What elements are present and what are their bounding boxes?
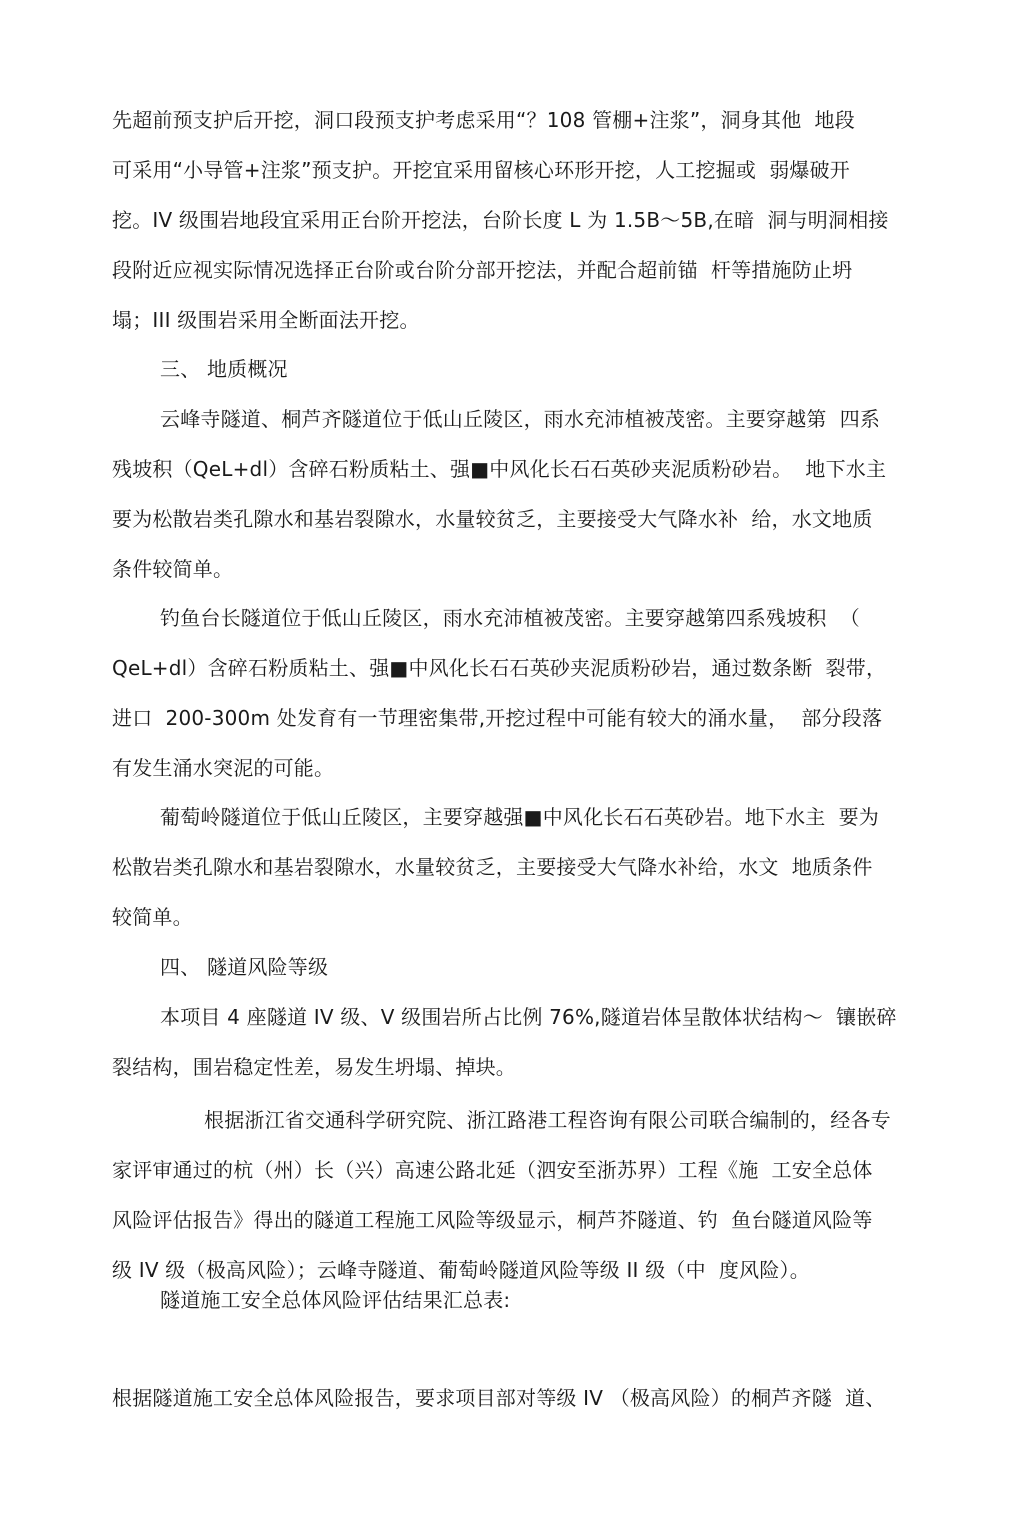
text-line: 段附近应视实际情况选择正台阶或台阶分部开挖法，并配合超前锚 杆等措施防止坍 (112, 258, 853, 282)
text-line: 葡萄岭隧道位于低山丘陵区，主要穿越强■中风化长石石英砂岩。地下水主 要为 (160, 805, 880, 829)
text-line: 有发生涌水突泥的可能。 (112, 756, 335, 780)
text-line: 根据浙江省交通科学研究院、浙江路港工程咨询有限公司联合编制的，经各专 (204, 1108, 891, 1132)
text-line: 进口 200-300m 处发育有一节理密集带,开挖过程中可能有较大的涌水量， 部分段落 (112, 706, 883, 730)
text-line: 云峰寺隧道、桐芦齐隧道位于低山丘陵区，雨水充沛植被茂密。主要穿越第 四系 (160, 407, 881, 431)
text-line: 塌；III 级围岩采用全断面法开挖。 (112, 308, 420, 332)
table-caption: 隧道施工安全总体风险评估结果汇总表: (160, 1288, 511, 1312)
text-line: 钓鱼台长隧道位于低山丘陵区，雨水充沛植被茂密。主要穿越第四系残坡积 （ (160, 606, 860, 630)
text-line: 家评审通过的杭（州）长（兴）高速公路北延（泗安至浙苏界）工程《施 工安全总体 (112, 1158, 873, 1182)
text-line: 裂结构，围岩稳定性差，易发生坍塌、掉块。 (112, 1055, 516, 1079)
text-line: 挖。IV 级围岩地段宜采用正台阶开挖法，台阶长度 L 为 1.5B～5B,在暗 洞与明洞相接 (112, 208, 889, 232)
text-line: 本项目 4 座隧道 IV 级、V 级围岩所占比例 76%,隧道岩体呈散体状结构～ 镶嵌碎 (160, 1005, 897, 1029)
text-line: 残坡积（QeL+dl）含碎石粉质粘土、强■中风化长石石英砂夹泥质粉砂岩。 地下水主 (112, 457, 887, 481)
text-line: 先超前预支护后开挖，洞口段预支护考虑采用“？108 管棚+注浆”，洞身其他 地段 (112, 108, 855, 132)
text-line: 较简单。 (112, 905, 193, 929)
text-line: 根据隧道施工安全总体风险报告，要求项目部对等级 IV （极高风险）的桐芦齐隧 道、 (112, 1386, 886, 1410)
text-line: 条件较简单。 (112, 557, 234, 581)
text-line: QeL+dl）含碎石粉质粘土、强■中风化长石石英砂夹泥质粉砂岩，通过数条断 裂带， (112, 656, 887, 680)
text-line: 可采用“小导管+注浆”预支护。开挖宜采用留核心环形开挖，人工挖掘或 弱爆破开 (112, 158, 850, 182)
text-line: 级 IV 级（极高风险）；云峰寺隧道、葡萄岭隧道风险等级 II 级（中 度风险）。 (112, 1258, 810, 1282)
section-heading-geology: 三、 地质概况 (160, 357, 288, 381)
text-line: 松散岩类孔隙水和基岩裂隙水，水量较贫乏，主要接受大气降水补给，水文 地质条件 (112, 855, 873, 879)
text-line: 要为松散岩类孔隙水和基岩裂隙水，水量较贫乏，主要接受大气降水补 给，水文地质 (112, 507, 873, 531)
section-heading-risk-level: 四、 隧道风险等级 (160, 955, 329, 979)
text-line: 风险评估报告》得出的隧道工程施工风险等级显示，桐芦芥隧道、钓 鱼台隧道风险等 (112, 1208, 873, 1232)
